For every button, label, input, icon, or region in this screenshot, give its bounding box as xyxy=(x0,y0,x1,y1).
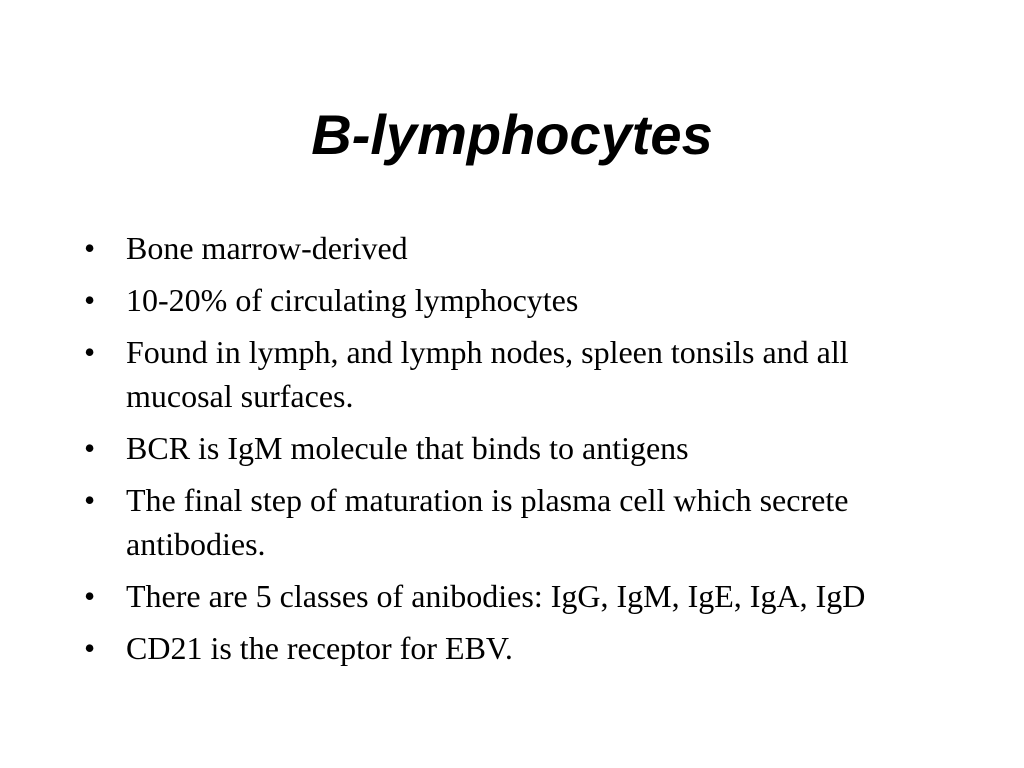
bullet-icon: • xyxy=(84,630,96,666)
bullet-item xyxy=(84,478,944,566)
bullet-text: BCR is IgM molecule that binds to antigens xyxy=(126,430,689,466)
bullet-icon: • xyxy=(84,230,96,266)
bullet-item xyxy=(84,226,944,270)
bullet-icon: • xyxy=(84,482,96,518)
bullet-text: Bone marrow-derived xyxy=(126,230,408,266)
bullet-icon: • xyxy=(84,334,96,370)
bullet-text: There are 5 classes of anibodies: IgG, IgM, IgE, IgA, IgD xyxy=(126,578,866,614)
bullet-icon: • xyxy=(84,430,96,466)
bullet-item xyxy=(84,278,944,322)
bullet-item xyxy=(84,574,944,618)
bullet-text: The final step of maturation is plasma cell which secrete antibodies. xyxy=(126,482,849,562)
bullet-text: Found in lymph, and lymph nodes, spleen tonsils and all mucosal surfaces. xyxy=(126,334,849,414)
bullet-item xyxy=(84,626,944,670)
bullet-item xyxy=(84,426,944,470)
bullet-text: CD21 is the receptor for EBV. xyxy=(126,630,513,666)
slide-title: B-lymphocytes xyxy=(311,103,713,166)
bullet-item xyxy=(84,330,944,418)
bullet-icon: • xyxy=(84,578,96,614)
bullet-icon: • xyxy=(84,282,96,318)
bullet-list xyxy=(84,226,944,678)
bullet-text: 10-20% of circulating lymphocytes xyxy=(126,282,579,318)
